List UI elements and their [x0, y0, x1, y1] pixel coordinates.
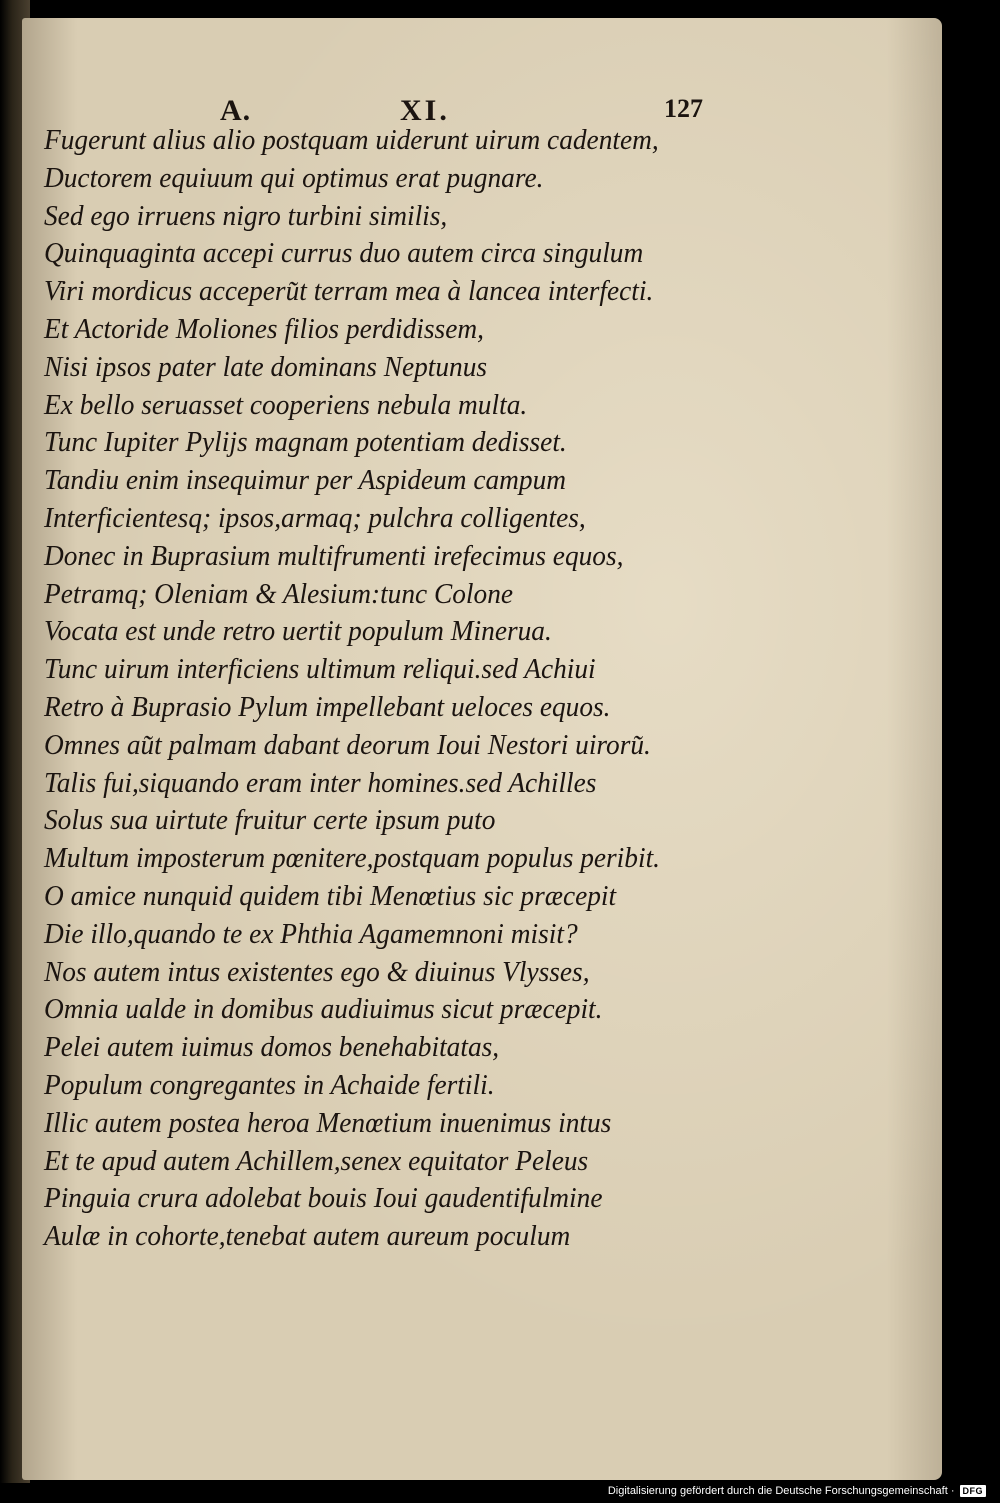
verse-line: Petramq; Oleniam & Alesium:tunc Colone	[44, 578, 514, 610]
verse-line: Tandiu enim insequimur per Aspideum campum	[44, 465, 567, 497]
verse-line: Die illo,quando te ex Phthia Agamemnoni misit?	[44, 918, 578, 950]
chapter-heading: XI.	[400, 94, 450, 127]
verse-line: Omnes au͂t palmam dabant deorum Ioui Nestori uiroru͂.	[44, 729, 651, 761]
digitization-credit	[608, 1483, 986, 1499]
verse-line: Donec in Buprasium multifrumenti irefecimus equos,	[44, 540, 624, 572]
verse-line: Et te apud autem Achillem,senex equitator Peleus	[44, 1145, 589, 1177]
credit-text: Digitalisierung gefördert durch die Deutsche Forschungsgemeinschaft ·	[607, 1485, 955, 1497]
verse-text-block	[44, 122, 924, 1256]
verse-line: Et Actoride Moliones filios perdidissem,	[44, 313, 484, 345]
verse-line: Tunc uirum interficiens ultimum reliqui.sed Achiui	[44, 654, 596, 686]
verse-line: Omnia ualde in domibus audiuimus sicut præcepit.	[44, 994, 603, 1026]
verse-line: Multum imposterum pœnitere,postquam populus peribit.	[44, 843, 661, 875]
verse-line: Viri mordicus acceperu͂t terram mea à lancea interfecti.	[44, 276, 654, 308]
verse-line: Nisi ipsos pater late dominans Neptunus	[44, 351, 488, 383]
verse-line: Retro à Buprasio Pylum impellebant ueloces equos.	[44, 691, 611, 723]
dfg-logo-icon: DFG	[960, 1485, 987, 1497]
verse-line: Tunc Iupiter Pylijs magnam potentiam dedisset.	[44, 427, 567, 459]
verse-line: Quinquaginta accepi currus duo autem circa singulum	[44, 238, 644, 270]
verse-line: Pelei autem iuimus domos benehabitatas,	[44, 1032, 500, 1064]
verse-line: Solus sua uirtute fruitur certe ipsum puto	[44, 805, 496, 837]
book-page	[22, 18, 942, 1480]
verse-line: Interficientesq; ipsos,armaq; pulchra colligentes,	[44, 502, 586, 534]
verse-line: Fugerunt alius alio postquam uiderunt uirum cadentem,	[44, 125, 659, 156]
verse-line: Talis fui,siquando eram inter homines.sed Achilles	[44, 767, 597, 799]
verse-line: Ex bello seruasset cooperiens nebula multa.	[44, 389, 528, 421]
verse-line: Pinguia crura adolebat bouis Ioui gaudentifulmine	[44, 1183, 603, 1215]
verse-line: Sed ego irruens nigro turbini similis,	[44, 200, 448, 232]
verse-line: Illic autem postea heroa Menœtium inuenimus intus	[44, 1107, 612, 1139]
verse-line: Nos autem intus existentes ego & diuinus Vlysses,	[44, 956, 590, 988]
verse-line: Vocata est unde retro uertit populum Minerua.	[44, 616, 552, 648]
page-number: 127	[664, 94, 703, 123]
verse-line: Populum congregantes in Achaide fertili.	[44, 1069, 495, 1101]
running-header	[22, 80, 942, 127]
signature-mark: A.	[220, 94, 252, 127]
verse-line: Aulæ in cohorte,tenebat autem aureum poculum	[44, 1221, 571, 1253]
verse-line: Ductorem equiuum qui optimus erat pugnare.	[44, 162, 544, 194]
verse-line: O amice nunquid quidem tibi Menœtius sic præcepit	[44, 880, 617, 912]
